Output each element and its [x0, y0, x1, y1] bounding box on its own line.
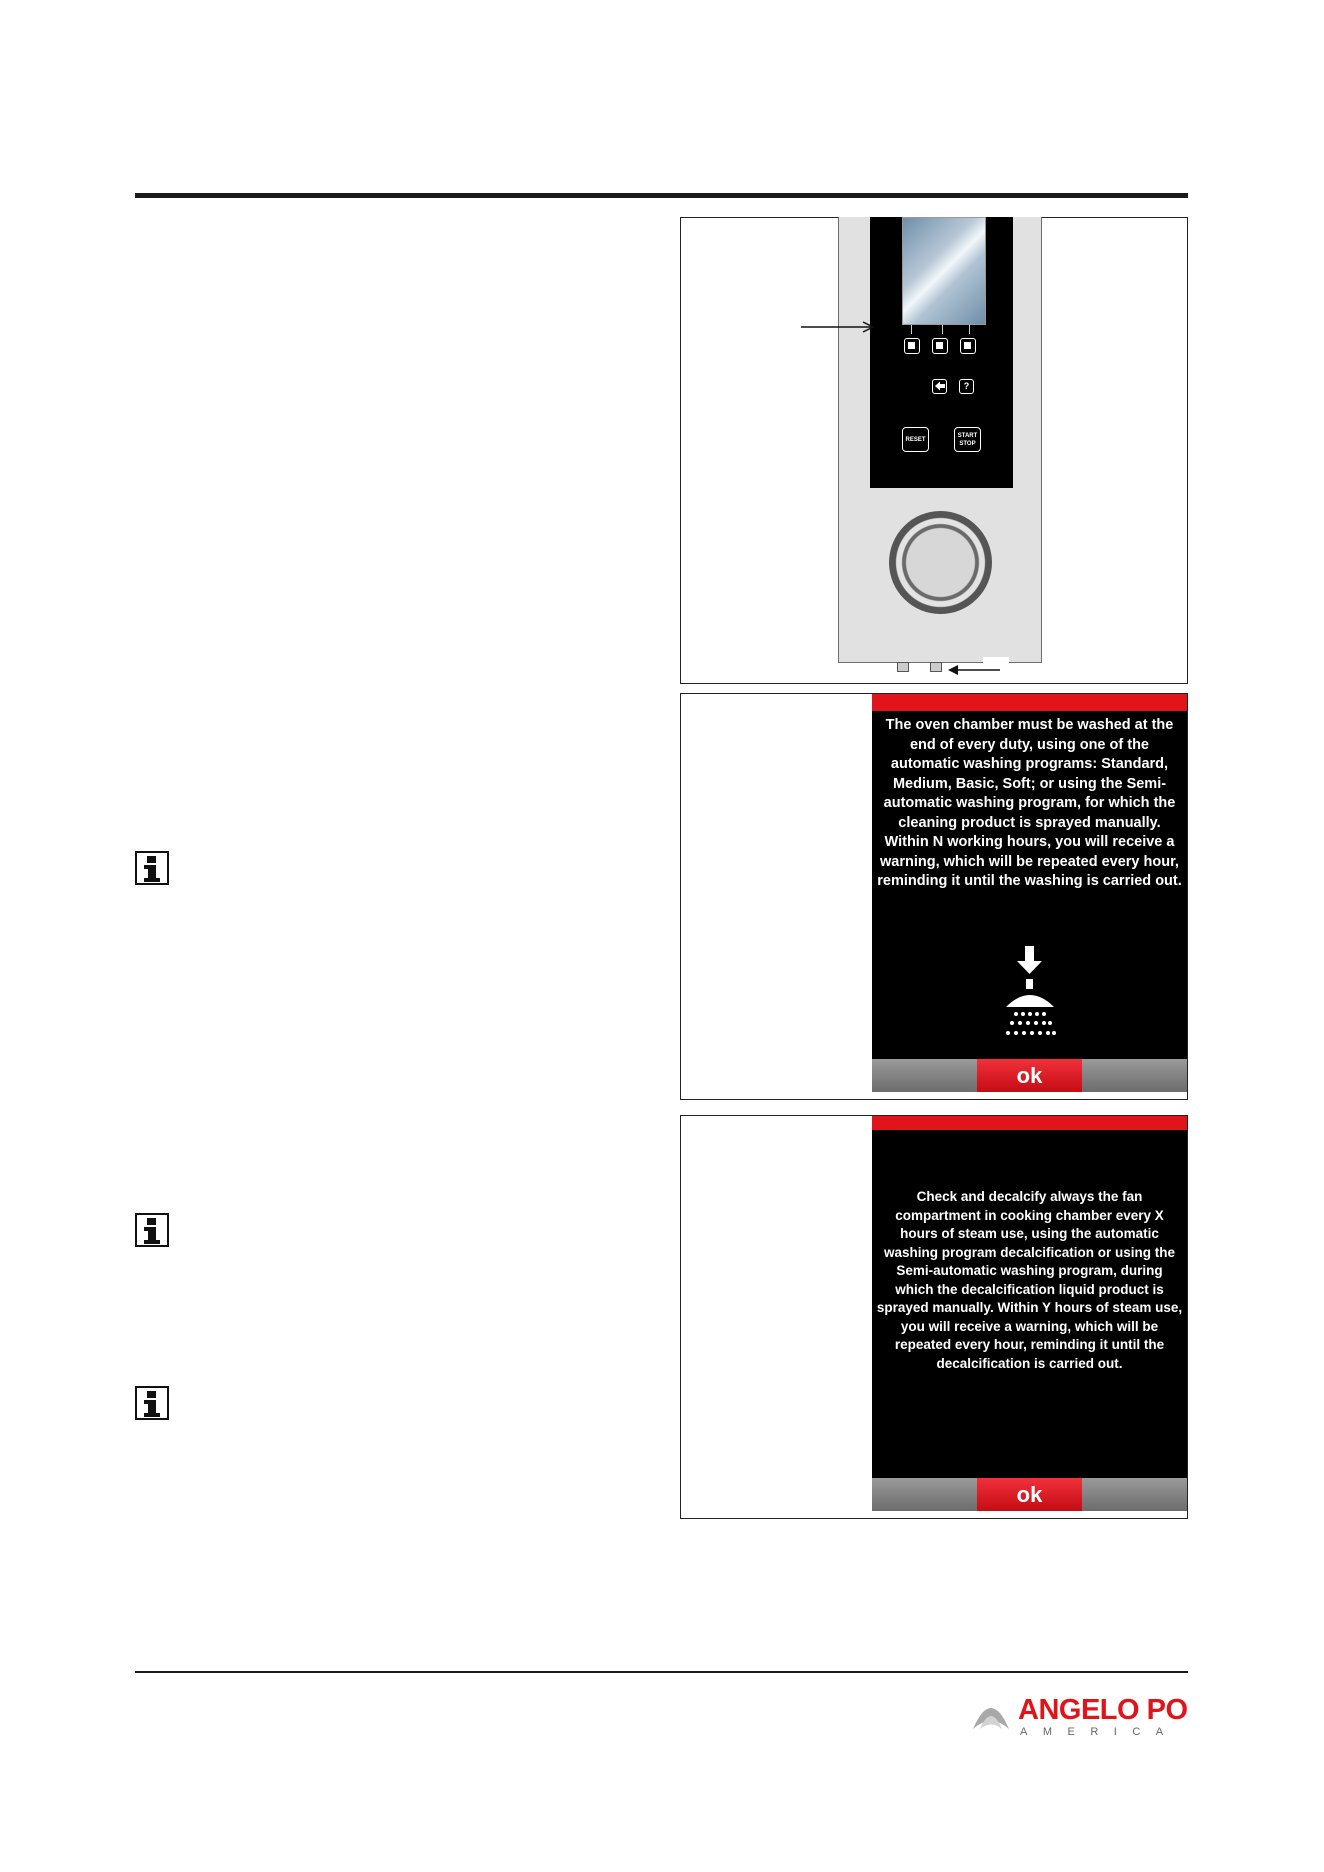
washing-warning-figure	[680, 693, 1188, 1100]
start-stop-button[interactable]: START STOP	[954, 427, 981, 452]
control-panel-figure	[680, 217, 1188, 684]
pointer-arrow	[801, 318, 881, 336]
bottom-rule	[135, 1671, 1188, 1673]
info-icon	[135, 851, 169, 885]
header-bar	[872, 694, 1187, 711]
logo-subtitle: AMERICA	[1020, 1726, 1179, 1738]
connector	[897, 662, 909, 672]
connector	[930, 662, 942, 672]
back-button[interactable]	[932, 379, 947, 394]
logo-mark-icon	[970, 1693, 1012, 1735]
control-knob[interactable]	[889, 511, 992, 614]
shower-spray-icon	[1003, 946, 1057, 1044]
header-bar	[872, 1116, 1187, 1130]
washing-warning-screen	[872, 694, 1187, 1092]
soft-key-3-button[interactable]	[960, 338, 976, 354]
angelo-po-logo	[968, 1691, 1190, 1741]
back-arrow-icon	[934, 380, 946, 392]
soft-key-1-button[interactable]	[904, 338, 920, 354]
ok-button[interactable]: ok	[977, 1059, 1082, 1092]
ok-button[interactable]: ok	[977, 1478, 1082, 1511]
reset-button[interactable]: RESET	[902, 427, 929, 452]
logo-name: ANGELO PO	[1018, 1694, 1188, 1726]
display-screen	[902, 217, 986, 325]
decalcification-warning-figure	[680, 1115, 1188, 1519]
decalcification-warning-screen	[872, 1116, 1187, 1511]
info-icon	[135, 1213, 169, 1247]
top-rule	[135, 193, 1188, 198]
soft-key-2-button[interactable]	[932, 338, 948, 354]
washing-warning-message: The oven chamber must be washed at the end of every duty, using one of the automatic washing programs: Standard, Medium, Basic, Soft; or using the Semi-automatic washing program, for which the cleaning product is sprayed manually. Within N working hours, you will receive a warning, which will be repeated every hour, reminding it until the washing is carried out.	[877, 717, 1182, 889]
control-panel-face	[870, 217, 1013, 488]
info-icon	[135, 1386, 169, 1420]
bottom-bar	[872, 1478, 1187, 1511]
pointer-arrow	[944, 664, 1004, 676]
control-panel	[838, 217, 1042, 663]
help-button[interactable]: ?	[959, 379, 974, 394]
decalcification-warning-message: Check and decalcify always the fan compartment in cooking chamber every X hours of steam use, using the automatic washing program decalcification or using the Semi-automatic washing program, during which the decalcification liquid product is sprayed manually. Within Y hours of steam use, you will receive a warning, which will be repeated every hour, reminding it until the decalcification is carried out.	[876, 1189, 1183, 1371]
bottom-bar	[872, 1059, 1187, 1092]
